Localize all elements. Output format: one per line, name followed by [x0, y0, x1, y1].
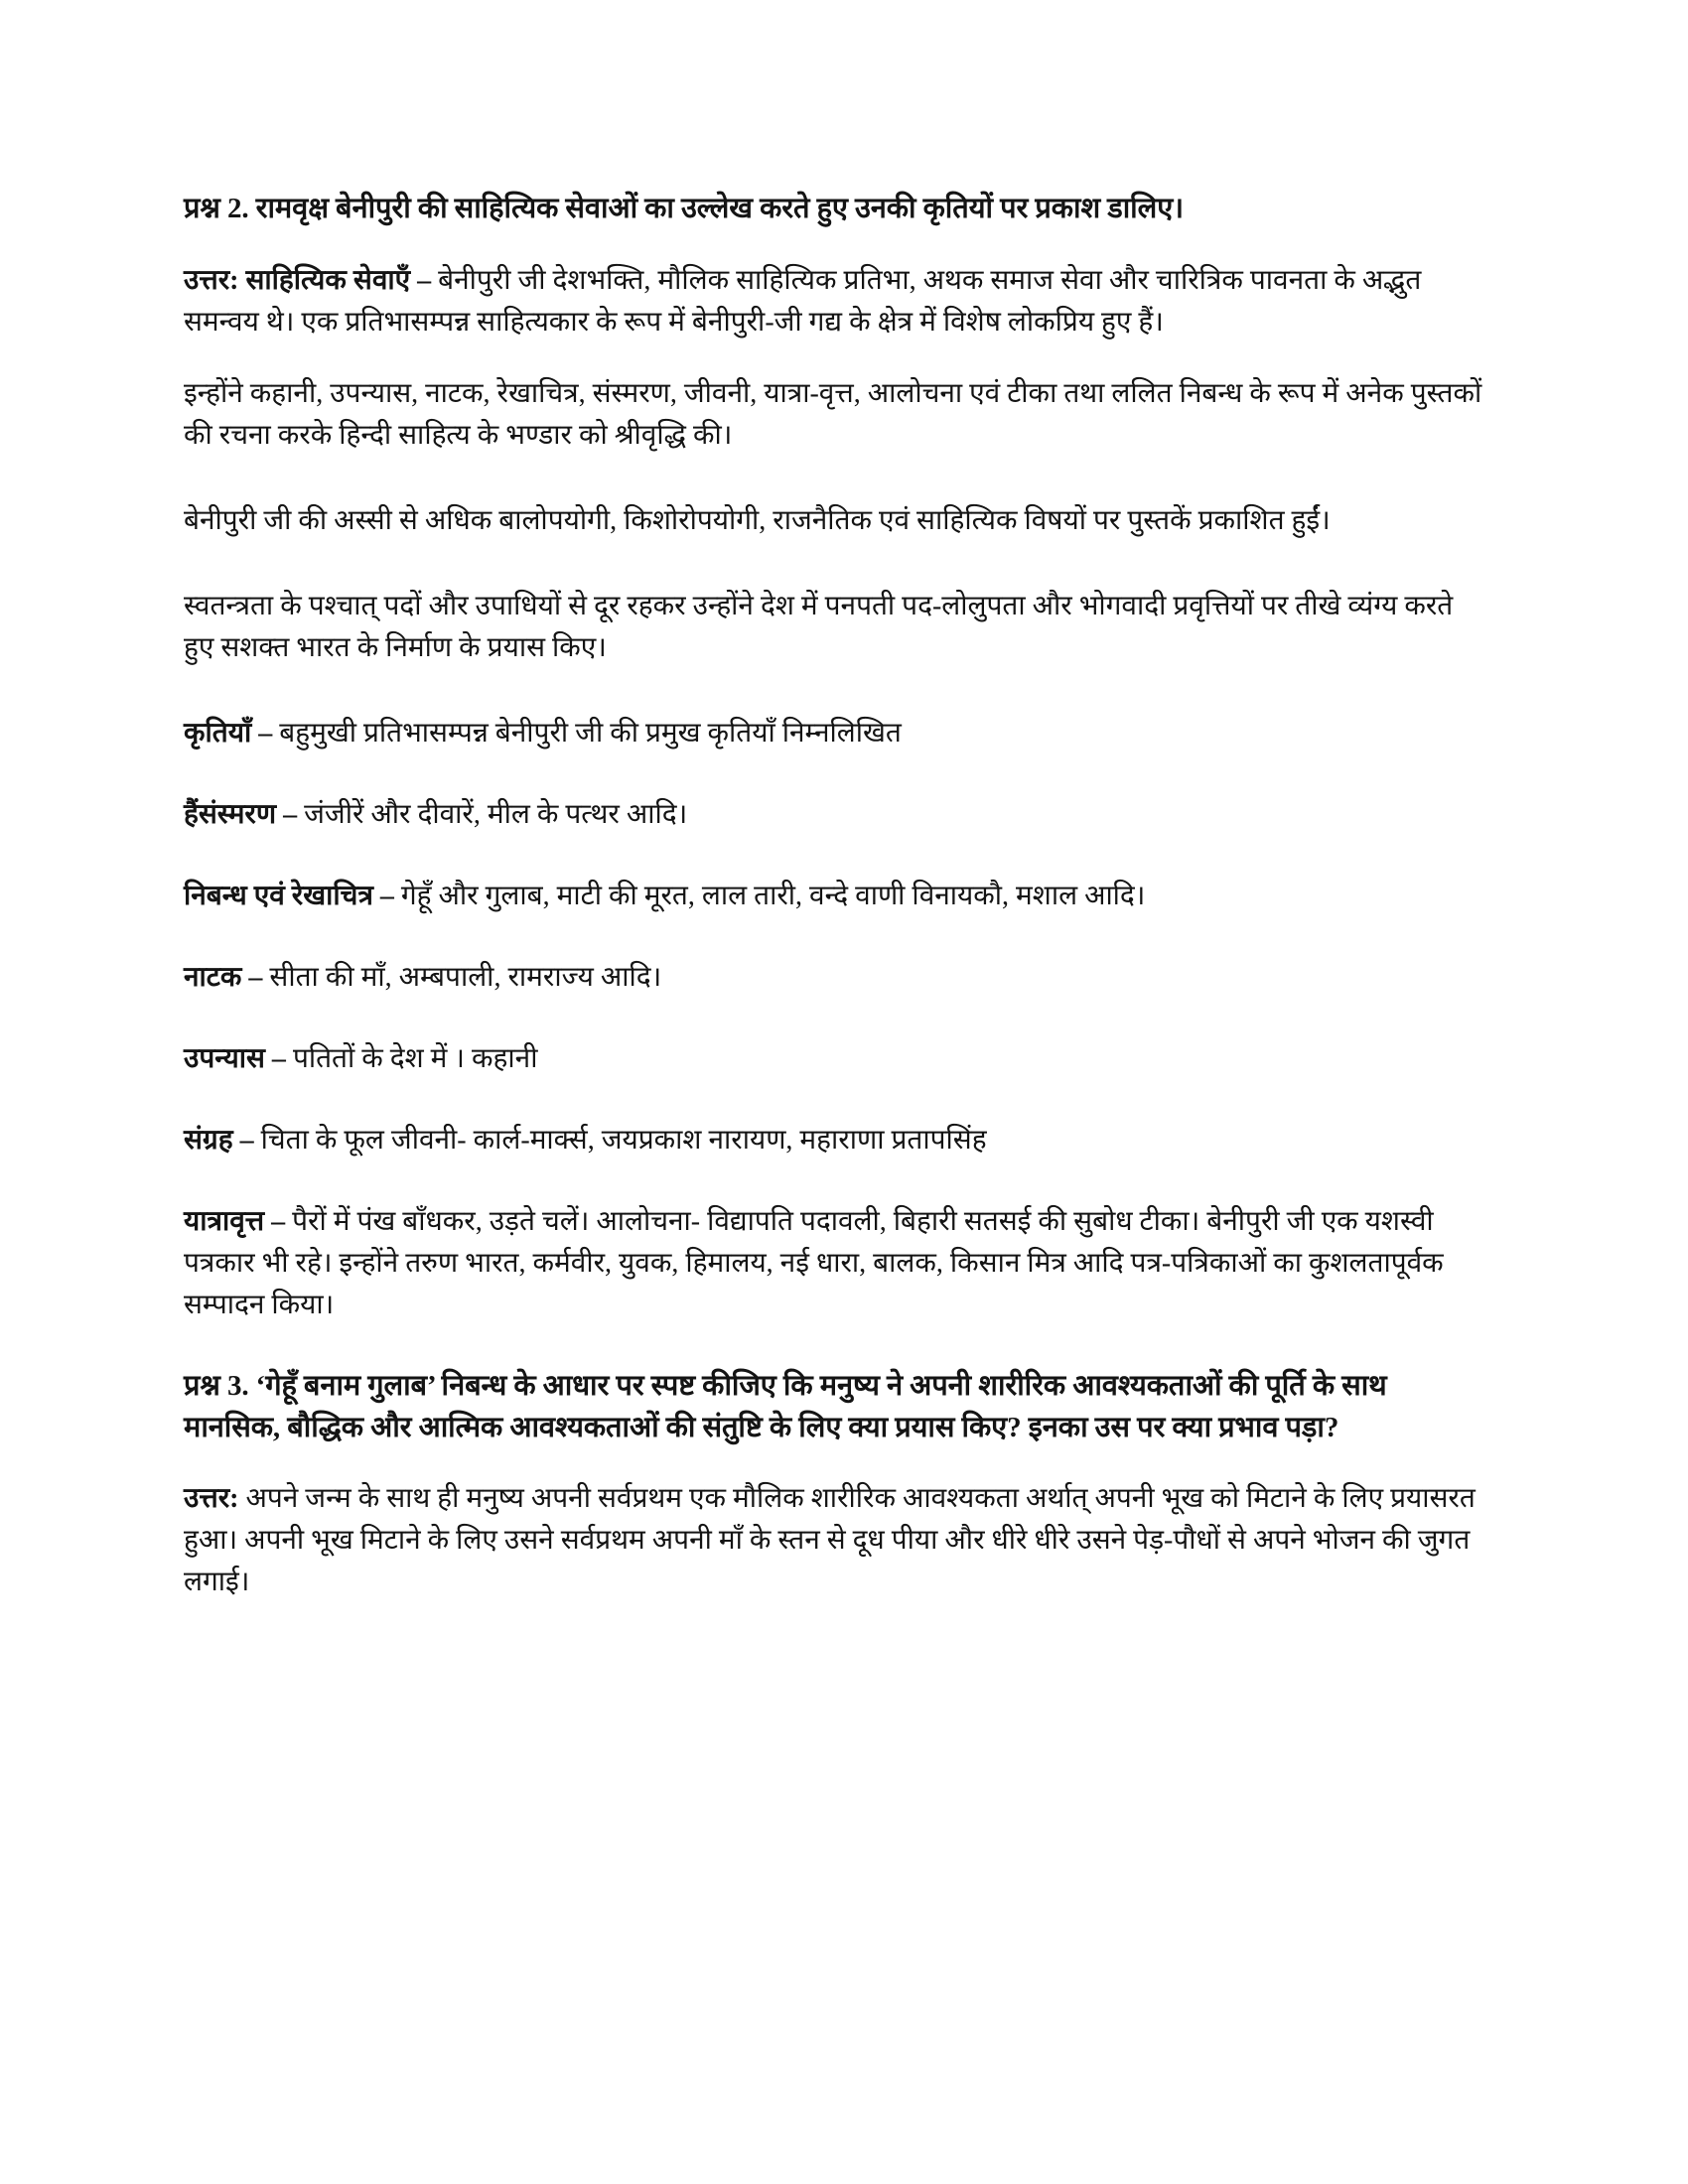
work-category-label: निबन्ध एवं रेखाचित्र –	[184, 880, 394, 911]
question-2-heading: प्रश्न 2. रामवृक्ष बेनीपुरी की साहित्यिक सेवाओं का उल्लेख करते हुए उनकी कृतियों पर प्रकाश डालिए।	[184, 193, 1185, 224]
work-category-text: सीता की माँ, अम्बपाली, रामराज्य आदि।	[262, 961, 662, 993]
work-category-natak	[184, 957, 1484, 999]
work-category-text: चिता के फूल जीवनी- कार्ल-मार्क्स, जयप्रकाश नारायण, महाराणा प्रतापसिंह	[253, 1124, 987, 1156]
works-intro-line	[184, 713, 1484, 754]
work-category-text: जंजीरें और दीवारें, मील के पत्थर आदि।	[297, 798, 688, 830]
work-category-sansmaran	[184, 794, 1484, 836]
question-2-answer-paragraph-3: बेनीपुरी जी की अस्सी से अधिक बालोपयोगी, किशोरोपयोगी, राजनैतिक एवं साहित्यिक विषयों पर पुस्तकें प्रकाशित हुईं।	[184, 504, 1331, 536]
question-3-answer-paragraph	[184, 1478, 1484, 1603]
work-category-label: संग्रह –	[184, 1124, 254, 1156]
work-category-text: पैरों में पंख बाँधकर, उड़ते चलें। आलोचना- विद्यापति पदावली, बिहारी सतसई की सुबोध टीका। बेनीपुरी जी एक यशस्वी पत्रकार भी रहे। इन्होंने तरुण भारत, कर्मवीर, युवक, हिमालय, नई धारा, बालक, किसान मित्र आदि पत्र-पत्रिकाओं का कुशलतापूर्वक सम्पादन किया।	[184, 1205, 1444, 1320]
question-2-answer-paragraph-2: इन्होंने कहानी, उपन्यास, नाटक, रेखाचित्र, संस्मरण, जीवनी, यात्रा-वृत्त, आलोचना एवं टीका तथा ललित निबन्ध के रूप में अनेक पुस्तकों की रचना करके हिन्दी साहित्य के भण्डार को श्रीवृद्धि की।	[184, 377, 1482, 451]
document-content	[184, 189, 1484, 1603]
work-category-label: उपन्यास –	[184, 1042, 286, 1074]
work-category-upanyas	[184, 1038, 1484, 1080]
answer-lead-label: उत्तर:	[184, 1483, 239, 1515]
work-category-label: हैंसंस्मरण –	[184, 798, 298, 830]
question-3-heading: प्रश्न 3. ‘गेहूँ बनाम गुलाब’ निबन्ध के आधार पर स्पष्ट कीजिए कि मनुष्य ने अपनी शारीरिक आवश्यकताओं की पूर्ति के साथ मानसिक, बौद्धिक और आत्मिक आवश्यकताओं की संतुष्टि के लिए क्या प्रयास किए? इनका उस पर क्या प्रभाव पड़ा?	[184, 1369, 1387, 1443]
answer-lead-label: उत्तर: साहित्यिक सेवाएँ –	[184, 264, 432, 296]
answer-body-text: बेनीपुरी जी देशभक्ति, मौलिक साहित्यिक प्रतिभा, अथक समाज सेवा और चारित्रिक पावनता के अद्भुत समन्वय थे। एक प्रतिभासम्पन्न साहित्यकार के रूप में बेनीपुरी-जी गद्य के क्षेत्र में विशेष लोकप्रिय हुए हैं।	[184, 264, 1422, 338]
works-lead-label: कृतियाँ –	[184, 717, 273, 749]
work-category-label: यात्रावृत्त –	[184, 1205, 286, 1237]
work-category-yatravritt	[184, 1201, 1484, 1326]
question-2-answer-paragraph-4: स्वतन्त्रता के पश्चात् पदों और उपाधियों से दूर रहकर उन्होंने देश में पनपती पद-लोलुपता और भोगवादी प्रवृत्तियों पर तीखे व्यंग्य करते हुए सशक्त भारत के निर्माण के प्रयास किए।	[184, 590, 1454, 663]
work-category-label: नाटक –	[184, 961, 263, 993]
work-category-sangrah	[184, 1120, 1484, 1161]
work-category-text: गेहूँ और गुलाब, माटी की मूरत, लाल तारी, वन्दे वाणी विनायकौ, मशाल आदि।	[393, 880, 1146, 911]
question-3-section	[184, 1366, 1484, 1604]
work-category-nibandh-rekhachitra	[184, 876, 1484, 917]
work-category-text: पतितों के देश में । कहानी	[285, 1042, 538, 1074]
answer-body-text: अपने जन्म के साथ ही मनुष्य अपनी सर्वप्रथम एक मौलिक शारीरिक आवश्यकता अर्थात् अपनी भूख को मिटाने के लिए प्रयासरत हुआ। अपनी भूख मिटाने के लिए उसने सर्वप्रथम अपनी माँ के स्तन से दूध पीया और धीरे धीरे उसने पेड़-पौधों से अपने भोजन की जुगत लगाई।	[184, 1483, 1476, 1598]
works-intro-text: बहुमुखी प्रतिभासम्पन्न बेनीपुरी जी की प्रमुख कृतियाँ निम्नलिखित	[272, 717, 902, 749]
question-2-answer-paragraph-1	[184, 260, 1484, 343]
